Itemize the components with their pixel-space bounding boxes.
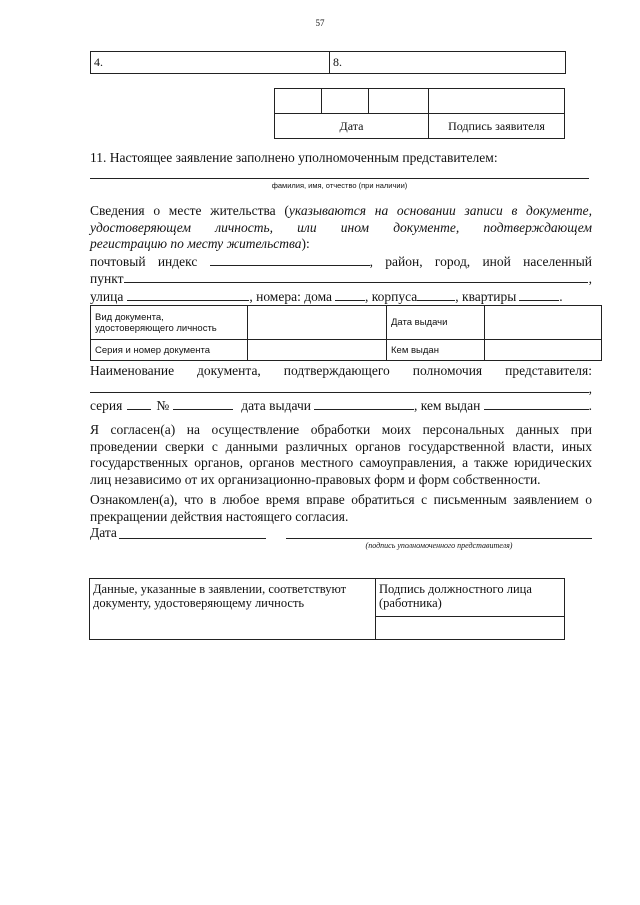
date-month-cell[interactable] — [322, 89, 369, 114]
official-signature-cell[interactable] — [376, 617, 565, 640]
representative-signature-field[interactable] — [286, 538, 592, 539]
authority-number-field[interactable] — [173, 397, 233, 410]
section-11-heading: 11. Настоящее заявление заполнено уполномоченным представителем: — [90, 150, 498, 165]
field-4[interactable]: 4. — [91, 52, 330, 74]
residence-block — [90, 203, 592, 305]
consent-date-label: Дата — [90, 525, 117, 540]
date-day-cell[interactable] — [275, 89, 322, 114]
authority-name-line: , — [90, 380, 592, 398]
official-signature-label: Подпись должностного лица (работника) — [376, 579, 565, 617]
street-line: улица , номера: дома , корпуса , квартиры . — [90, 288, 563, 304]
representative-name-line[interactable] — [90, 178, 589, 179]
issue-date-cell[interactable] — [485, 306, 602, 340]
postal-index-field[interactable] — [210, 253, 370, 266]
apartment-field[interactable] — [519, 288, 559, 301]
authority-series-field[interactable] — [127, 397, 151, 410]
document-series-label: Серия и номер документа — [91, 340, 248, 361]
authority-document-field[interactable] — [90, 380, 589, 393]
consent-date-field[interactable] — [119, 538, 266, 539]
house-field[interactable] — [335, 288, 365, 301]
signature-cell[interactable] — [429, 89, 565, 114]
residence-line-2: удостоверяющем личность, или ином документе, подтверждающем — [90, 219, 592, 235]
document-type-cell[interactable] — [248, 306, 387, 340]
street-field[interactable] — [127, 288, 249, 301]
date-year-cell[interactable] — [369, 89, 429, 114]
punkt-field[interactable] — [124, 270, 587, 283]
identity-document-table — [90, 305, 602, 361]
document-type-label: Вид документа, удостоверяющего личность — [91, 306, 248, 340]
signature-label: Подпись заявителя — [429, 114, 565, 139]
verification-statement: Данные, указанные в заявлении, соответствуют документу, удостоверяющему личность — [90, 579, 376, 640]
representative-name-caption: фамилия, имя, отчество (при наличии) — [271, 181, 408, 190]
korpus-field[interactable] — [417, 288, 455, 301]
signature-caption: (подпись уполномоченного представителя) — [365, 541, 513, 550]
consent-text: Я согласен(а) на осуществление обработки моих персональных данных при проведении сверки с данными различных органов государственной власти, иных государственных органов, органов местного самоуправления, а также юридических лиц независимо от их организационно-правовых форм и форм собственности. — [90, 422, 592, 487]
field-8[interactable]: 8. — [330, 52, 566, 74]
acknowledged-text: Ознакомлен(а), что в любое время вправе обратиться с письменным заявлением о прекращении действия настоящего согласия. — [90, 492, 592, 524]
issue-date-label: Дата выдачи — [387, 306, 485, 340]
postal-line: почтовый индекс , район, город, иной населенный — [90, 253, 592, 269]
issued-by-cell[interactable] — [485, 340, 602, 361]
issued-by-label: Кем выдан — [387, 340, 485, 361]
verification-table — [89, 578, 565, 640]
date-signature-table — [274, 88, 565, 139]
numbered-row-table — [90, 51, 566, 74]
authority-issued-by-field[interactable] — [484, 397, 588, 410]
page-number: 57 — [315, 18, 325, 28]
document-series-cell[interactable] — [248, 340, 387, 361]
authority-details-line: серия № дата выдачи , кем выдан . — [90, 398, 592, 413]
authority-block — [90, 363, 592, 415]
date-label: Дата — [275, 114, 429, 139]
punkt-line: пункт , — [90, 271, 592, 286]
authority-date-field[interactable] — [314, 397, 414, 410]
authority-label: Наименование документа, подтверждающего полномочия представителя: — [90, 363, 592, 378]
residence-line-1: Сведения о месте жительства (указываются на основании записи в документе, — [90, 203, 592, 218]
residence-line-3: регистрацию по месту жительства): — [90, 236, 310, 251]
